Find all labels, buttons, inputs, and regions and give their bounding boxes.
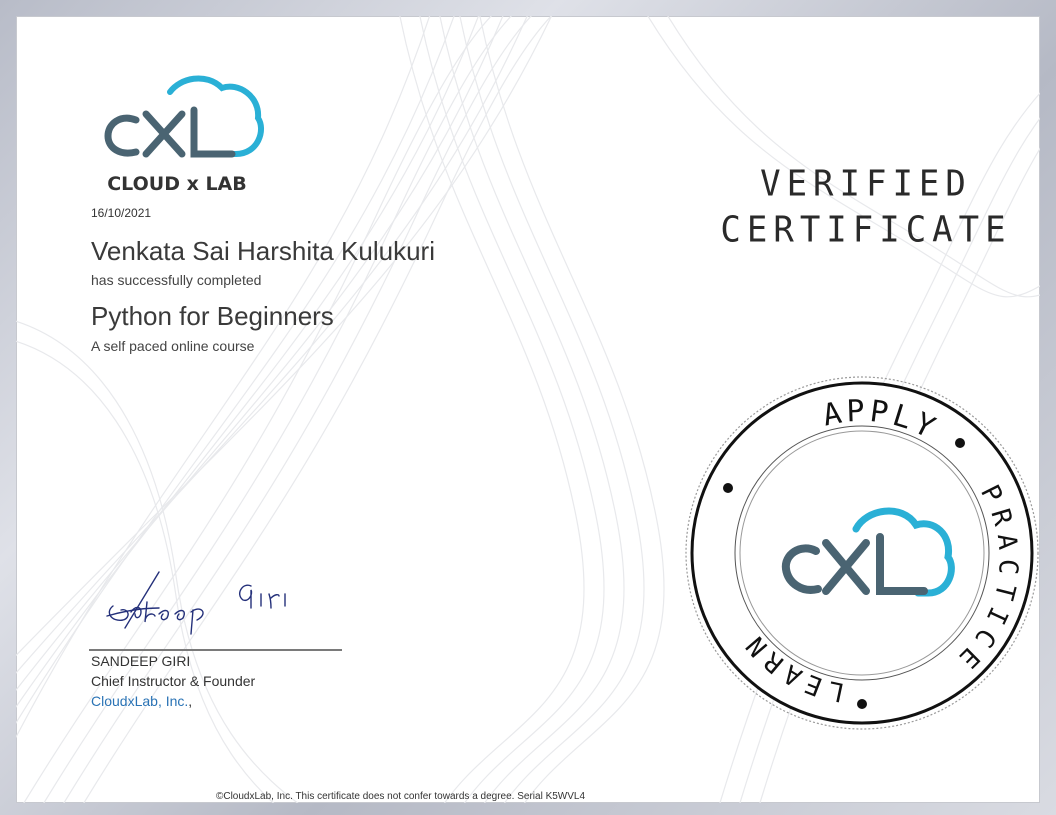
signature-image (101, 564, 321, 639)
certificate-paper (16, 16, 1040, 803)
signer-name: SANDEEP GIRI (91, 653, 191, 669)
signature-line (89, 649, 342, 651)
organization-line (91, 693, 192, 709)
completion-text: has successfully completed (91, 272, 262, 288)
logo-wordmark: CLOUD x LAB (107, 173, 247, 195)
seal-word-learn: LEARN (737, 625, 847, 707)
cloudxlab-link[interactable]: CloudxLab, Inc. (91, 693, 189, 709)
verified-line-1: VERIFIED (760, 163, 972, 205)
recipient-name: Venkata Sai Harshita Kulukuri (91, 236, 435, 266)
issue-date: 16/10/2021 (91, 206, 152, 220)
cloudxlab-logo (90, 74, 265, 198)
verified-line-2: CERTIFICATE (720, 209, 1012, 251)
signer-title: Chief Instructor & Founder (91, 673, 256, 689)
apply-practice-learn-seal (680, 371, 1040, 736)
seal-word-practice: PRACTICE (947, 480, 1024, 679)
course-title: Python for Beginners (91, 301, 334, 331)
verified-certificate-heading (716, 161, 1016, 253)
organization-suffix: , (188, 693, 193, 709)
course-type: A self paced online course (91, 338, 255, 354)
seal-word-apply: APPLY (819, 393, 944, 448)
certificate-footer: ©CloudxLab, Inc. This certificate does not confer towards a degree. Serial K5WVL4 (216, 791, 586, 802)
